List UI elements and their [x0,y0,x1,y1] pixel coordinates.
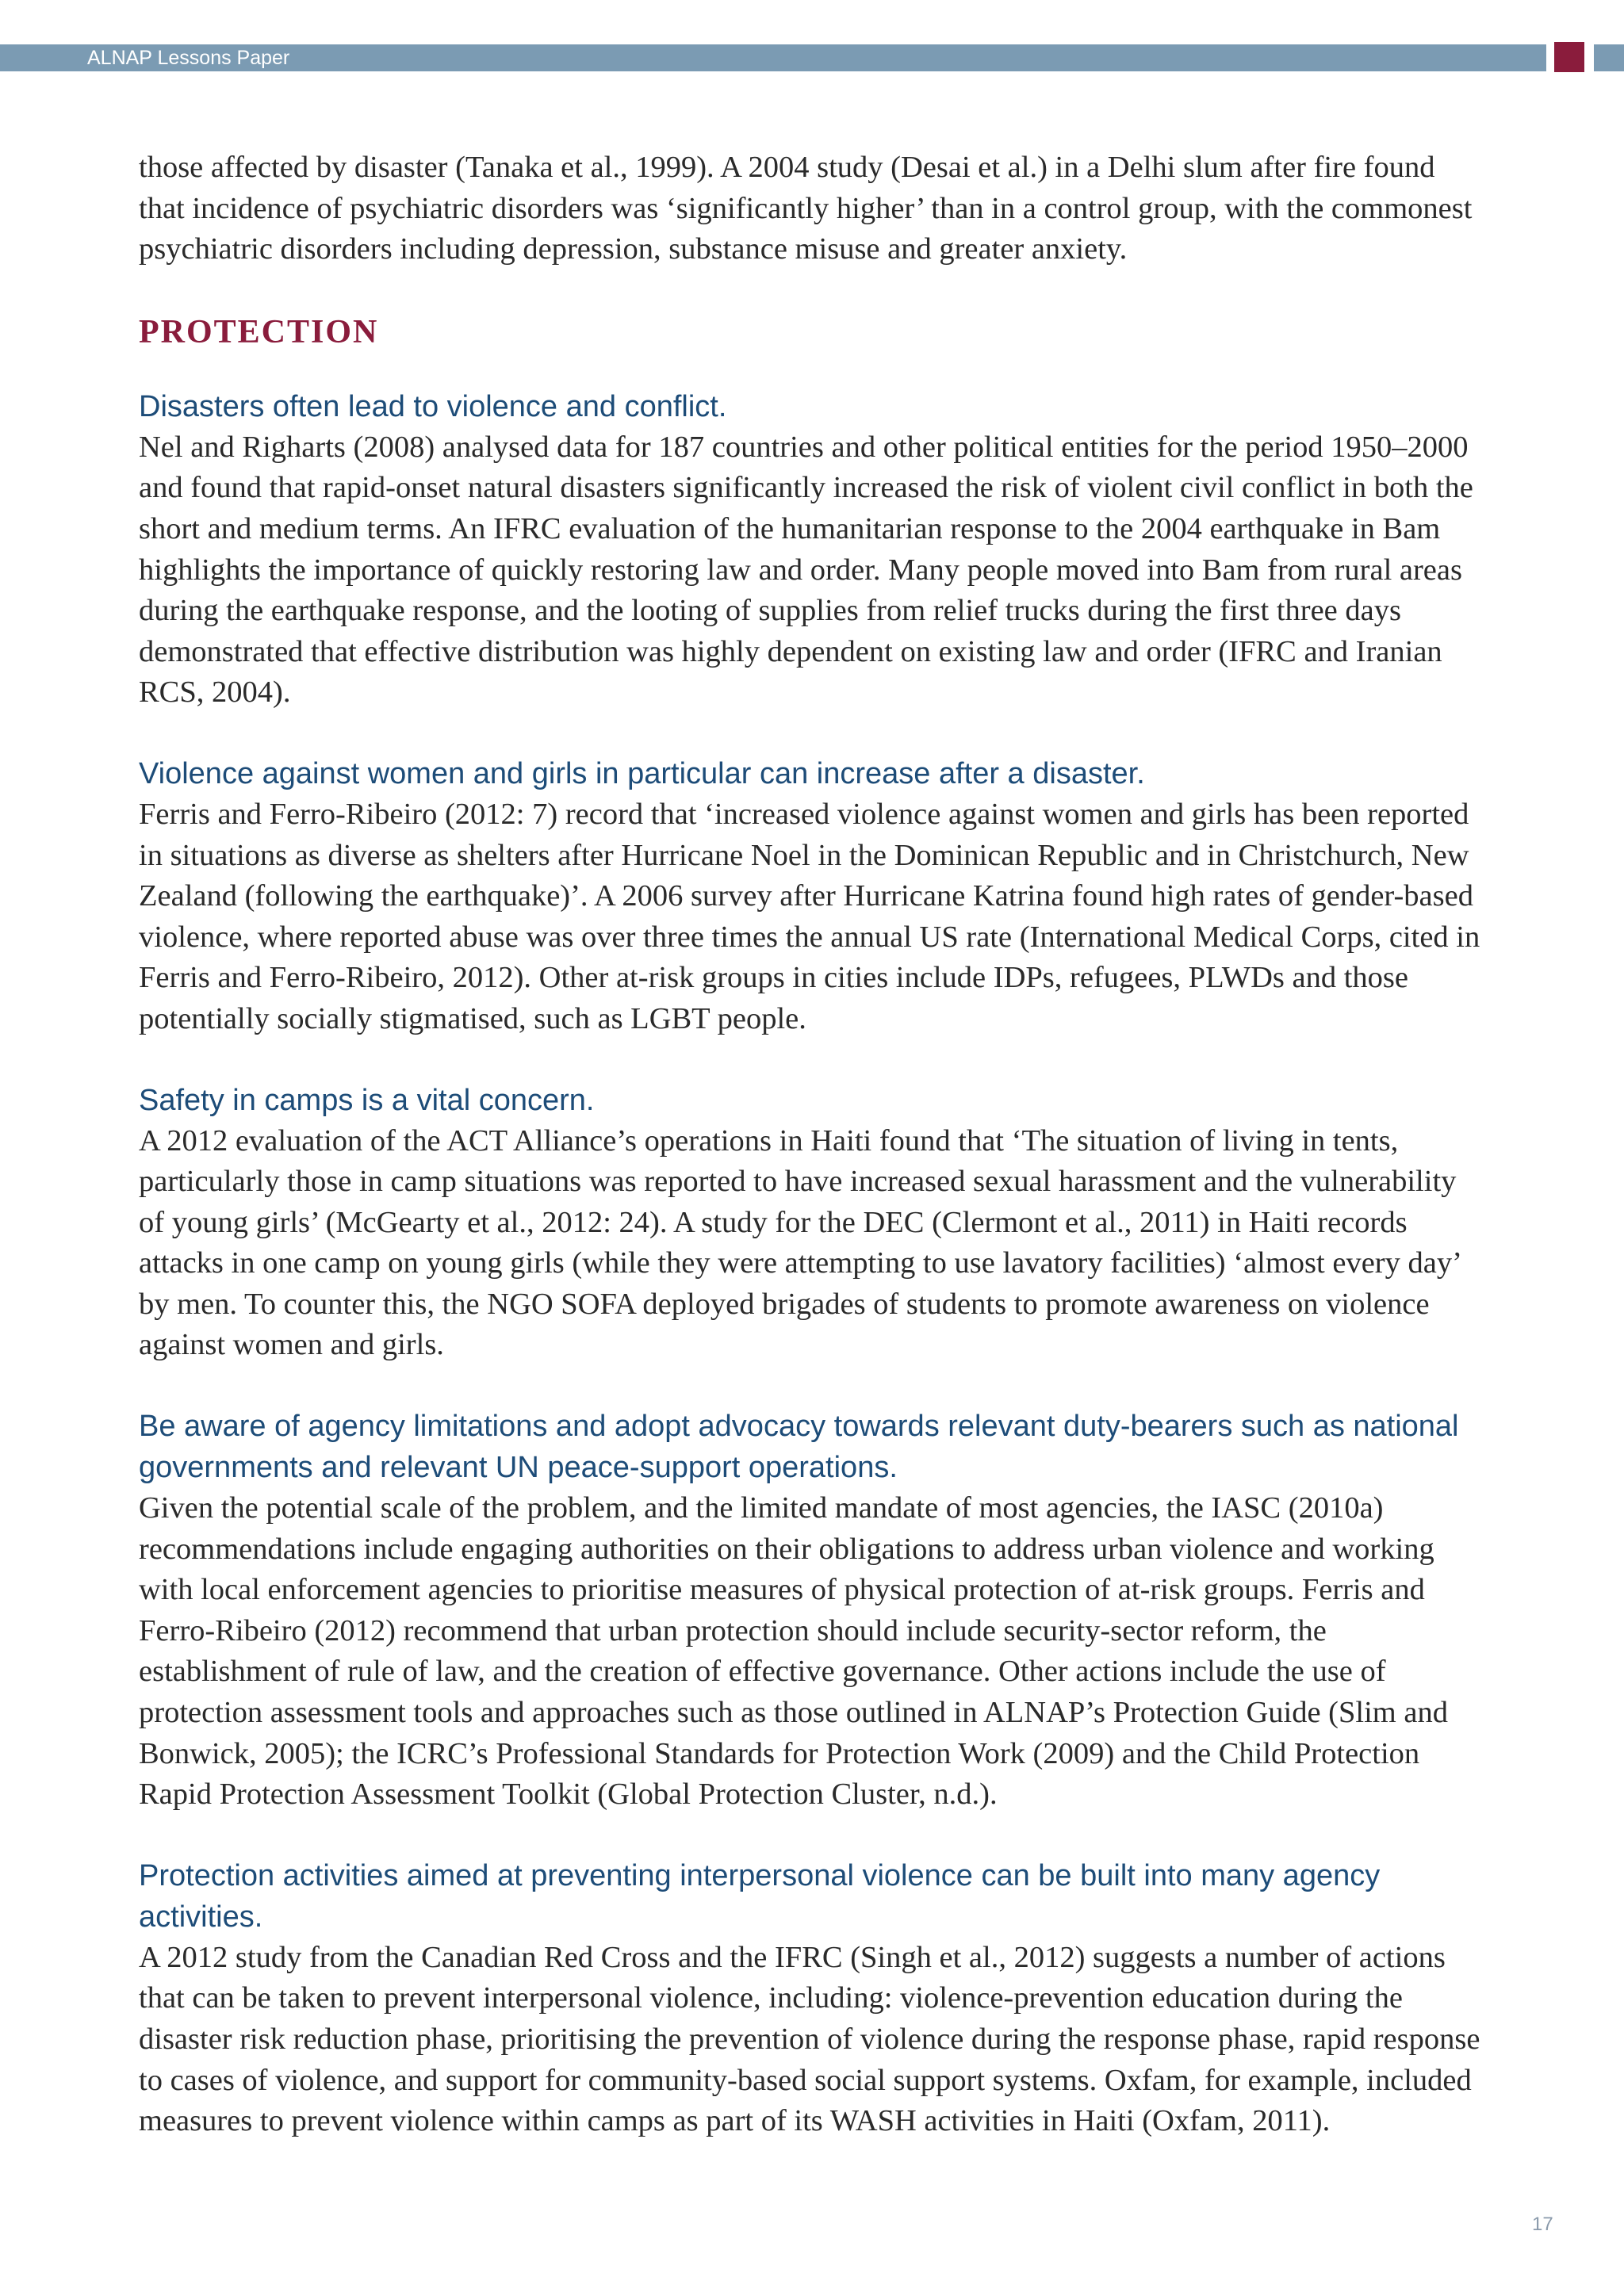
block-heading: Disasters often lead to violence and conflict. [139,389,727,423]
block-text: Ferris and Ferro-Ribeiro (2012: 7) record that ‘increased violence against women and girls has been reported in situations as diverse as shelters after Hurricane Noel in the Dominican Republic and in Christchurch, New Zealand (following the earthquake)’. A 2006 survey after Hurricane Katrina found high rates of gender-based violence, where reported abuse was over three times the annual US rate (International Medical Corps, cited in Ferris and Ferro-Ribeiro, 2012). Other at-risk groups in cities include IDPs, refugees, PLWDs and those potentially socially stigmatised, such as LGBT people. [139,797,1480,1035]
block-heading: Violence against women and girls in particular can increase after a disaster. [139,756,1145,790]
block-text: A 2012 study from the Canadian Red Cross and the IFRC (Singh et al., 2012) suggests a number of actions that can be taken to prevent interpersonal violence, including: violence-prevention education during the disaster risk reduction phase, prioritising the prevention of violence during the response phase, rapid response to cases of violence, and support for community-based social support systems. Oxfam, for example, included measures to prevent violence within camps as part of its WASH activities in Haiti (Oxfam, 2011). [139,1940,1480,2138]
header-label: ALNAP Lessons Paper [87,47,290,69]
header-accent-square [1554,42,1584,72]
block-text: Nel and Righarts (2008) analysed data for 187 countries and other political entities for the period 1950–2000 and found that rapid-onset natural disasters significantly increased the risk of violent civil conflict in both the short and medium terms. An IFRC evaluation of the humanitarian response to the 2004 earthquake in Bam highlights the importance of quickly restoring law and order. Many people moved into Bam from rural areas during the earthquake response, and the looting of supplies from relief trucks during the first three days demonstrated that effective distribution was highly dependent on existing law and order (IFRC and Iranian RCS, 2004). [139,430,1473,710]
page-content [139,147,1487,2182]
block-agency-limitations [139,1406,1487,1816]
header-bar-tail [1594,44,1624,71]
header-bar [0,44,1546,71]
block-text: A 2012 evaluation of the ACT Alliance’s operations in Haiti found that ‘The situation of living in tents, particularly those in camp situations was reported to have increased sexual harassment and the vulnerability of young girls’ (McGearty et al., 2012: 24). A study for the DEC (Clermont et al., 2011) in Haiti records attacks in one camp on young girls (while they were attempting to use lavatory facilities) ‘almost every day’ by men. To counter this, the NGO SOFA deployed brigades of students to promote awareness on violence against women and girls. [139,1123,1461,1362]
block-protection-activities [139,1855,1487,2142]
block-camp-safety [139,1080,1487,1367]
block-heading: Protection activities aimed at preventing interpersonal violence can be built into many agency activities. [139,1858,1381,1934]
page-number: 17 [1532,2214,1553,2235]
block-violence-conflict [139,386,1487,714]
section-title: PROTECTION [139,313,379,350]
block-violence-women-girls [139,753,1487,1040]
block-heading: Safety in camps is a vital concern. [139,1083,595,1117]
block-heading: Be aware of agency limitations and adopt advocacy towards relevant duty-bearers such as national governments and relevant UN peace-support operations. [139,1410,1459,1485]
intro-paragraph: those affected by disaster (Tanaka et al., 1999). A 2004 study (Desai et al.) in a Delhi slum after fire found that incidence of psychiatric disorders was ‘significantly higher’ than in a control group, with the commonest psychiatric disorders including depression, substance misuse and greater anxiety. [139,151,1473,266]
block-text: Given the potential scale of the problem, and the limited mandate of most agencies, the IASC (2010a) recommendations include engaging authorities on their obligations to address urban violence and working with local enforcement agencies to prioritise measures of physical protection of at-risk groups. Ferris and Ferro-Ribeiro (2012) recommend that urban protection should include security-sector reform, the establishment of rule of law, and the creation of effective governance. Other actions include the use of protection assessment tools and approaches such as those outlined in ALNAP’s Protection Guide (Slim and Bonwick, 2005); the ICRC’s Professional Standards for Protection Work (2009) and the Child Protection Rapid Protection Assessment Toolkit (Global Protection Cluster, n.d.). [139,1491,1448,1812]
